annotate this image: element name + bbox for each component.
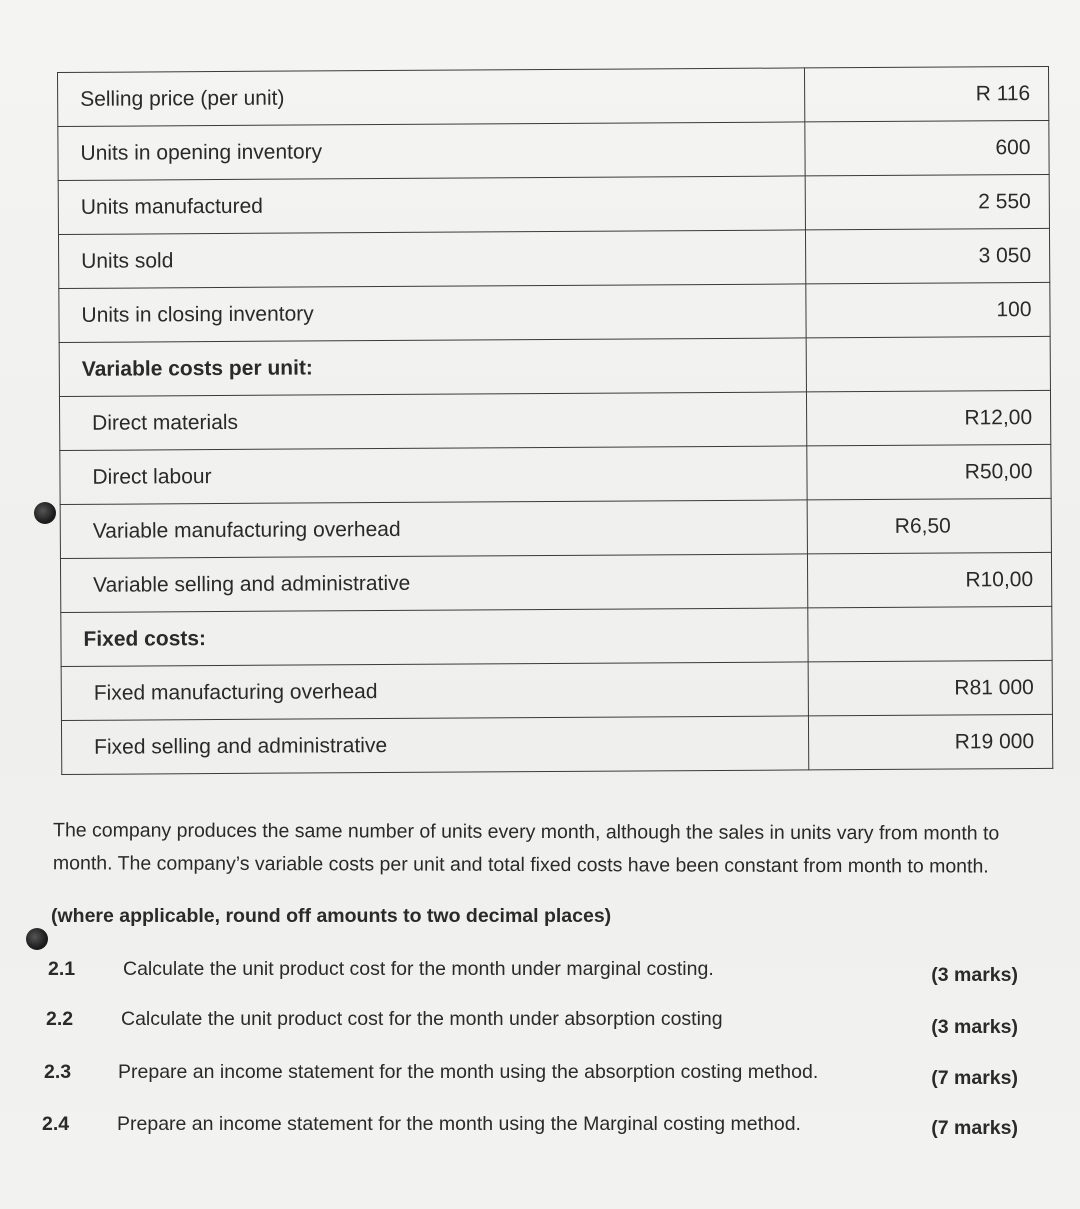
table-row	[59, 282, 1050, 342]
table-row	[58, 174, 1049, 234]
row-value: R19 000	[809, 714, 1053, 769]
rounding-instruction: (where applicable, round off amounts to two decimal places)	[51, 905, 612, 927]
question-text: Calculate the unit product cost for the month under marginal costing.	[123, 958, 714, 980]
table-row	[60, 444, 1051, 504]
table-row	[58, 120, 1049, 180]
row-label: Fixed manufacturing overhead	[61, 662, 808, 721]
row-value: R12,00	[807, 390, 1051, 445]
row-label: Units sold	[58, 230, 805, 289]
section-heading-variable-costs: Variable costs per unit:	[59, 338, 806, 397]
table-row	[60, 498, 1051, 558]
row-label: Units in closing inventory	[59, 284, 806, 343]
punch-hole-icon	[26, 928, 48, 950]
question-number: 2.3	[44, 1061, 72, 1083]
question-number: 2.2	[46, 1008, 74, 1030]
row-value: R6,50	[807, 498, 1051, 553]
row-value	[808, 606, 1052, 661]
table-row	[61, 660, 1052, 720]
question-item	[0, 1113, 1080, 1145]
row-value: 2 550	[805, 174, 1049, 229]
question-item	[0, 1008, 1080, 1040]
row-value: 600	[805, 120, 1049, 175]
row-label: Units in opening inventory	[58, 122, 805, 181]
question-marks: (3 marks)	[931, 1016, 1018, 1038]
table-row	[58, 66, 1049, 126]
row-label: Selling price (per unit)	[58, 68, 805, 127]
question-text: Prepare an income statement for the month using the Marginal costing method.	[117, 1113, 801, 1135]
row-label: Fixed selling and administrative	[61, 716, 808, 775]
table-row	[61, 714, 1052, 774]
row-label: Direct labour	[60, 446, 807, 505]
table-row	[59, 390, 1050, 450]
row-value: R 116	[805, 66, 1049, 121]
section-heading-fixed-costs: Fixed costs:	[61, 608, 808, 667]
row-label: Units manufactured	[58, 176, 805, 235]
row-value: R10,00	[808, 552, 1052, 607]
cost-data-table	[57, 66, 1053, 775]
row-label: Variable selling and administrative	[60, 554, 807, 613]
table-row	[60, 552, 1051, 612]
question-item	[0, 1061, 1080, 1093]
row-value: 3 050	[806, 228, 1050, 283]
row-label: Variable manufacturing overhead	[60, 500, 807, 559]
question-marks: (7 marks)	[931, 1117, 1018, 1139]
row-value	[806, 336, 1050, 391]
question-number: 2.4	[42, 1113, 70, 1135]
row-value: R81 000	[808, 660, 1052, 715]
table-row	[59, 336, 1050, 396]
description-paragraph: The company produces the same number of units every month, although the sales in units vary from month to month. The company’s variable costs per unit and total fixed costs have been constant from month to month.	[52, 819, 1000, 878]
table-row	[61, 606, 1052, 666]
punch-hole-icon	[34, 502, 56, 524]
question-number: 2.1	[48, 958, 76, 980]
row-value: R50,00	[807, 444, 1051, 499]
question-item	[0, 958, 1080, 990]
question-marks: (3 marks)	[931, 964, 1018, 986]
question-text: Prepare an income statement for the month using the absorption costing method.	[118, 1061, 819, 1083]
row-value: 100	[806, 282, 1050, 337]
table-row	[58, 228, 1049, 288]
question-text: Calculate the unit product cost for the month under absorption costing	[121, 1008, 723, 1030]
question-marks: (7 marks)	[931, 1067, 1018, 1089]
row-label: Direct materials	[59, 392, 806, 451]
